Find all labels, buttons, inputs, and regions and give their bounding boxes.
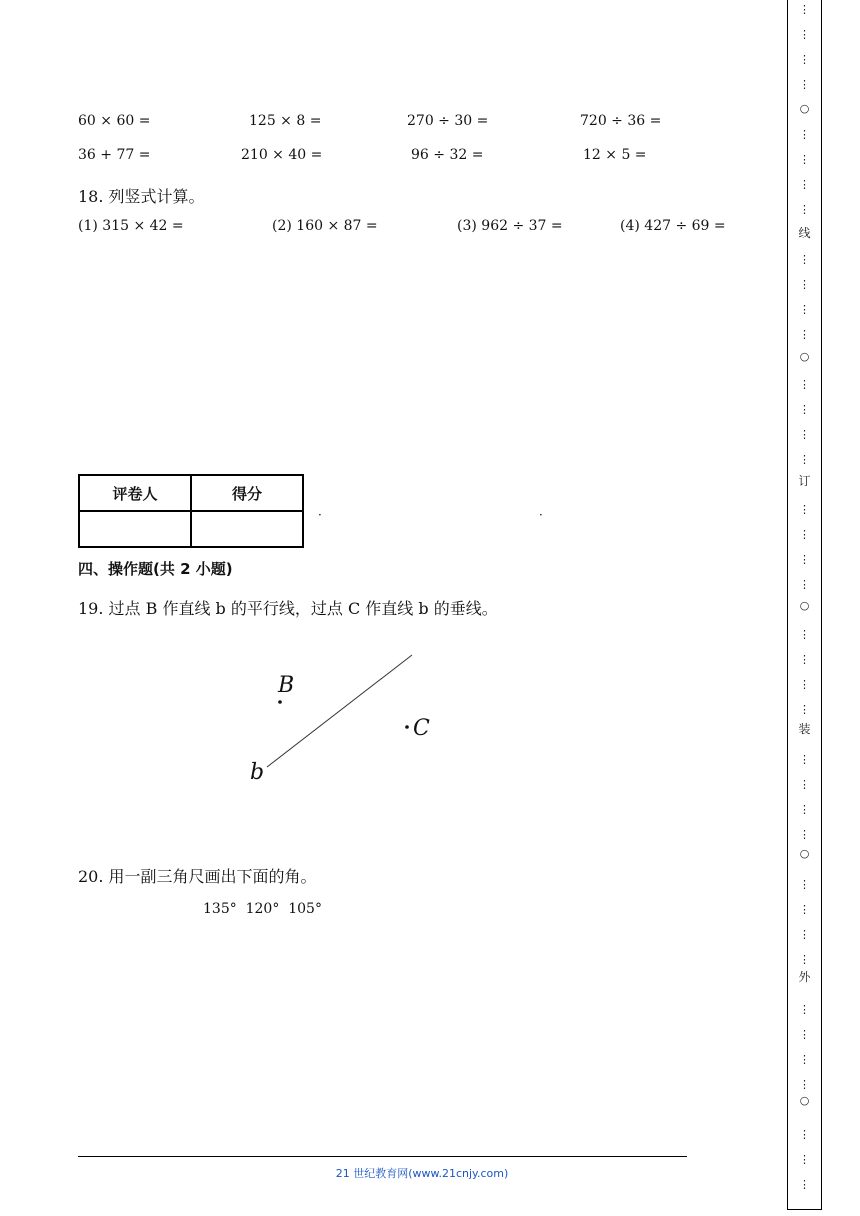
binding-dots: ⋮ — [799, 778, 810, 791]
q18-item: (2) 160 × 87 = — [272, 218, 378, 234]
math-item: 125 × 8 = — [249, 113, 322, 129]
math-item: 720 ÷ 36 = — [580, 113, 662, 129]
angles-list: 135° 120° 105° — [203, 901, 322, 917]
binding-dots: ⋮ — [799, 178, 810, 191]
point-C — [405, 725, 409, 729]
question-18-title: 18. 列竖式计算。 — [78, 187, 205, 206]
binding-dots: ⋮ — [799, 828, 810, 841]
binding-dots: ⋮ — [799, 1153, 810, 1166]
binding-dots: ⋮ — [799, 453, 810, 466]
binding-dots: ⋮ — [799, 78, 810, 91]
dot-mark: · — [318, 508, 322, 522]
binding-dots: ⋮ — [799, 703, 810, 716]
binding-dots: ⋮ — [799, 403, 810, 416]
binding-dots: ⋮ — [799, 153, 810, 166]
binding-circle: ○ — [799, 1094, 810, 1107]
label-b: b — [250, 760, 265, 785]
label-B: B — [278, 673, 295, 698]
binding-dots: ⋮ — [799, 53, 810, 66]
binding-circle: ○ — [799, 599, 810, 612]
binding-dots: ⋮ — [799, 128, 810, 141]
binding-dots: ⋮ — [799, 1128, 810, 1141]
question-19-title: 19. 过点 B 作直线 b 的平行线，过点 C 作直线 b 的垂线。 — [78, 599, 498, 618]
score-header: 得分 — [191, 475, 303, 511]
binding-dots: ⋮ — [799, 653, 810, 666]
label-C: C — [413, 716, 430, 741]
binding-dots: ⋮ — [799, 628, 810, 641]
reviewer-header: 评卷人 — [79, 475, 191, 511]
binding-dots: ⋮ — [799, 1178, 810, 1191]
binding-marks — [788, 0, 821, 1209]
q18-item: (3) 962 ÷ 37 = — [457, 218, 563, 234]
math-item: 270 ÷ 30 = — [407, 113, 489, 129]
q18-item: (1) 315 × 42 = — [78, 218, 184, 234]
binding-dots: ⋮ — [799, 553, 810, 566]
footer-divider — [78, 1156, 687, 1157]
binding-dots: ⋮ — [799, 878, 810, 891]
binding-dots: ⋮ — [799, 378, 810, 391]
reviewer-cell[interactable] — [79, 511, 191, 547]
binding-dots: ⋮ — [799, 578, 810, 591]
binding-dots: ⋮ — [799, 1003, 810, 1016]
binding-dots: ⋮ — [799, 1053, 810, 1066]
binding-circle: ○ — [799, 102, 810, 115]
binding-dots: ⋮ — [799, 903, 810, 916]
binding-dots: ⋮ — [799, 253, 810, 266]
question-20-title: 20. 用一副三角尺画出下面的角。 — [78, 867, 317, 886]
binding-dots: ⋮ — [799, 928, 810, 941]
binding-dots: ⋮ — [799, 28, 810, 41]
binding-dots: ⋮ — [799, 953, 810, 966]
math-item: 96 ÷ 32 = — [411, 147, 484, 163]
binding-dots: ⋮ — [799, 1078, 810, 1091]
binding-circle: ○ — [799, 847, 810, 860]
math-item: 60 × 60 = — [78, 113, 151, 129]
binding-dots: ⋮ — [799, 678, 810, 691]
binding-dots: ⋮ — [799, 1028, 810, 1041]
binding-dots: ⋮ — [799, 3, 810, 16]
footer — [0, 1165, 860, 1181]
binding-dots: ⋮ — [799, 528, 810, 541]
point-B — [278, 700, 282, 704]
binding-char: 线 — [798, 226, 811, 240]
geometry-figure — [240, 640, 460, 790]
q18-item: (4) 427 ÷ 69 = — [620, 218, 726, 234]
binding-dots: ⋮ — [799, 303, 810, 316]
binding-char: 订 — [798, 474, 811, 488]
binding-char: 装 — [798, 722, 811, 736]
binding-dots: ⋮ — [799, 278, 810, 291]
footer-text: 21 世纪教育网(www.21cnjy.com) — [335, 1167, 509, 1180]
binding-strip — [787, 0, 822, 1210]
binding-dots: ⋮ — [799, 753, 810, 766]
binding-dots: ⋮ — [799, 203, 810, 216]
binding-dots: ⋮ — [799, 803, 810, 816]
section-4-title: 四、操作题(共 2 小题) — [78, 560, 233, 578]
math-item: 36 + 77 = — [78, 147, 151, 163]
binding-circle: ○ — [799, 350, 810, 363]
binding-dots: ⋮ — [799, 503, 810, 516]
binding-dots: ⋮ — [799, 328, 810, 341]
score-cell[interactable] — [191, 511, 303, 547]
binding-char: 外 — [798, 970, 811, 984]
line-b — [267, 655, 412, 767]
math-item: 12 × 5 = — [583, 147, 647, 163]
score-table — [78, 474, 304, 548]
binding-dots: ⋮ — [799, 428, 810, 441]
dot-mark: · — [539, 508, 543, 522]
math-item: 210 × 40 = — [241, 147, 323, 163]
